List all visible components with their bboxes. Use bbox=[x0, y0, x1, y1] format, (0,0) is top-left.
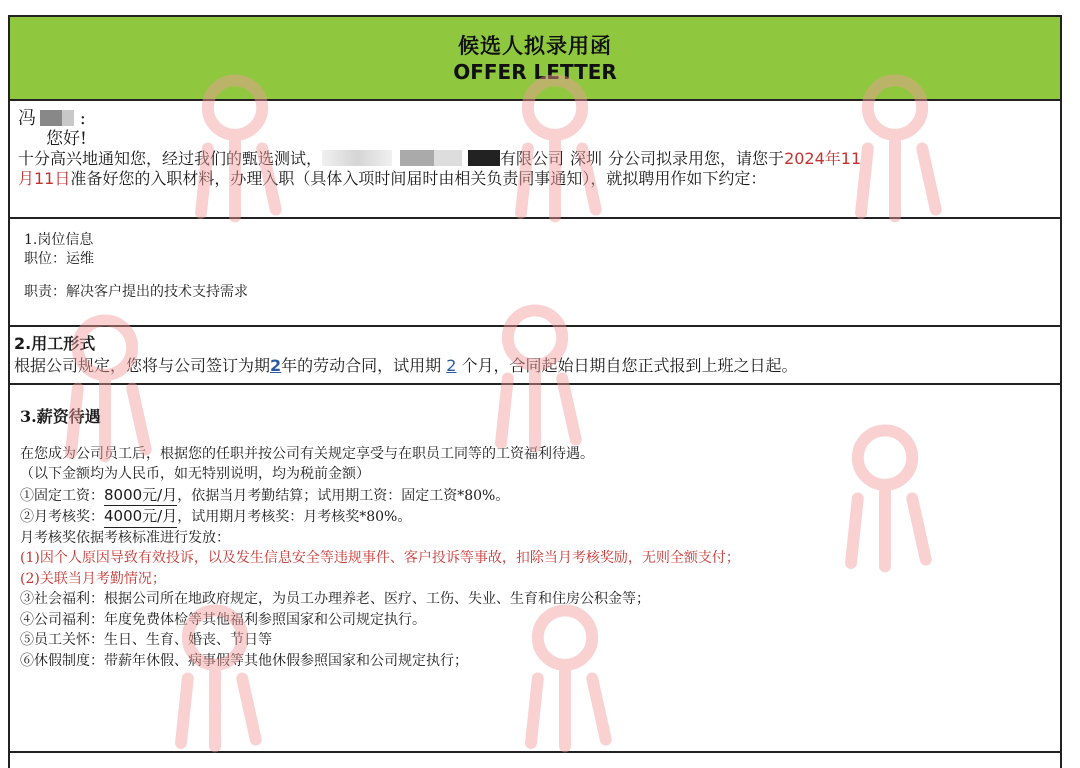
leave-policy: ⑥休假制度：带薪年休假、病事假等其他休假参照国家和公司规定执行； bbox=[20, 652, 468, 669]
fixed-salary: ①固定工资：8000元/月，依据当月考勤结算；试用期工资：固定工资*80%。 bbox=[20, 485, 1060, 507]
company-welfare: ④公司福利：年度免费体检等其他福利参照国家和公司规定执行。 bbox=[20, 611, 426, 628]
bonus-rule-1: (1)因个人原因导致有效投诉，以及发生信息安全等违规事件、客户投诉等事故，扣除当月考核奖励，无则全额支付； bbox=[20, 550, 740, 566]
title-english: OFFER LETTER bbox=[453, 60, 617, 84]
start-date-a: 2024年11 bbox=[784, 149, 862, 168]
offer-letter-sheet bbox=[8, 15, 1062, 768]
salary-section bbox=[10, 385, 1060, 753]
candidate-surname: 冯 bbox=[18, 108, 36, 129]
fixed-salary-amount: 8000元/月 bbox=[104, 485, 177, 507]
letter-header bbox=[10, 17, 1060, 101]
salary-heading: 3.薪资待遇 bbox=[20, 407, 101, 426]
employee-care: ⑤员工关怀：生日、生育、婚丧、节日等 bbox=[20, 632, 272, 648]
bonus-rule-2: (2)关联当月考勤情况； bbox=[20, 570, 166, 587]
social-benefits: ③社会福利：根据公司所在地政府规定，为员工办理养老、医疗、工伤、失业、生育和住房公积金等； bbox=[20, 591, 650, 607]
greeting-section: 冯 : 您好! 十分高兴地通知您，经过我们的甄选测试， 有限公司 深圳 分公司拟录用您，请您于2024年11 月11日准备好您的入职材料，办理入职（具体入项时间届时由相关负责同事通知），就拟聘用作如下约定： bbox=[10, 101, 1060, 219]
salary-intro: 在您成为公司员工后，根据您的任职并按公司有关规定享受与在职员工同等的工资福利待遇。 bbox=[20, 445, 594, 462]
branch-city: 深圳 bbox=[570, 149, 603, 168]
monthly-bonus: ②月考核奖：4000元/月，试用期月考核奖：月考核奖*80%。 bbox=[20, 506, 1060, 528]
position-title: 职位：运维 bbox=[24, 251, 94, 267]
employment-text: 根据公司规定，您将与公司签订为期2年的劳动合同，试用期 2 个月，合同起始日期自您正式报到上班之日起。 bbox=[14, 356, 798, 375]
salary-note: （以下金额均为人民币，如无特别说明，均为税前金额） bbox=[20, 466, 370, 482]
position-section bbox=[10, 219, 1060, 327]
greeting-hello: 您好! bbox=[46, 129, 87, 149]
employment-heading: 2.用工形式 bbox=[14, 334, 96, 353]
position-duty: 职责：解决客户提出的技术支持需求 bbox=[24, 284, 248, 300]
probation-months: 2 bbox=[446, 356, 457, 375]
bottom-divider bbox=[10, 751, 1060, 753]
employment-section bbox=[10, 327, 1060, 385]
redacted-name bbox=[40, 110, 62, 126]
monthly-bonus-amount: 4000元/月 bbox=[104, 506, 177, 528]
greeting-paragraph: 十分高兴地通知您，经过我们的甄选测试， 有限公司 深圳 分公司拟录用您，请您于2024年11 bbox=[18, 149, 862, 168]
title-chinese: 候选人拟录用函 bbox=[458, 34, 612, 58]
position-heading: 1.岗位信息 bbox=[24, 232, 94, 248]
contract-years: 2 bbox=[270, 356, 282, 375]
start-date-b: 月11日 bbox=[18, 169, 71, 188]
bonus-rule: 月考核奖依据考核标准进行发放： bbox=[20, 529, 230, 546]
redacted-company bbox=[322, 150, 392, 166]
